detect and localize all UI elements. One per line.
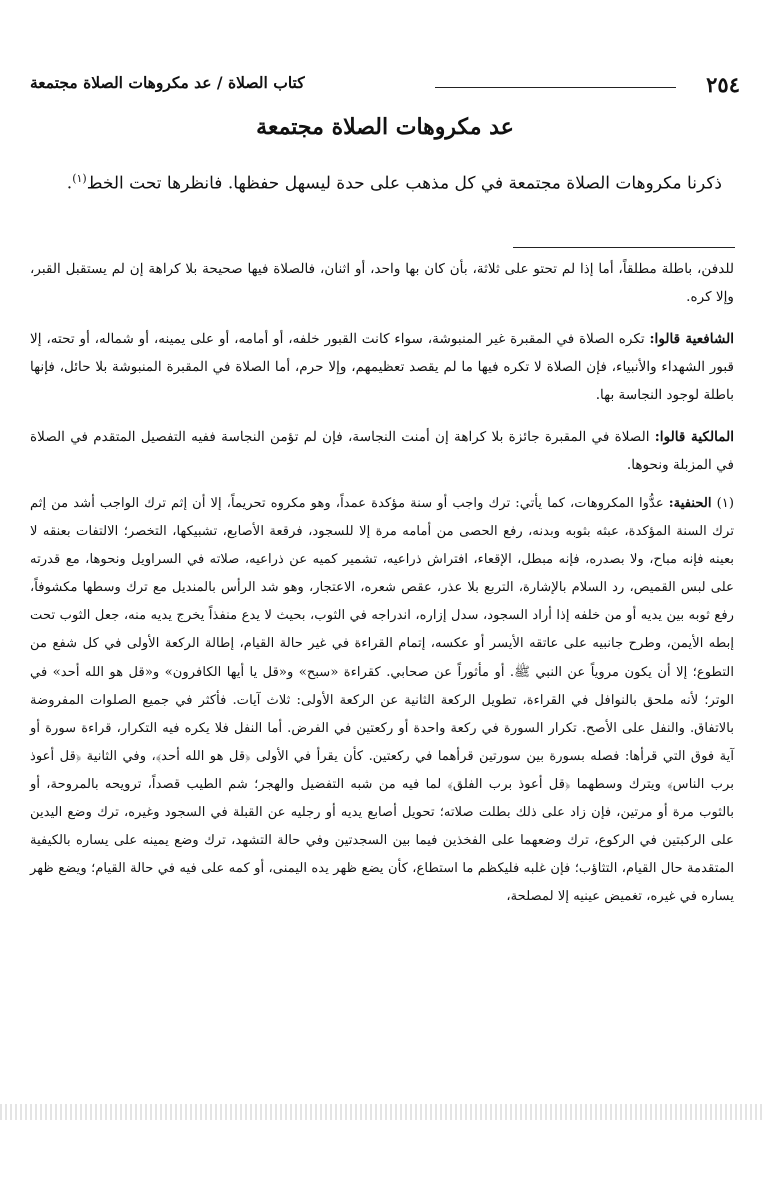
intro-end: . bbox=[66, 173, 73, 194]
maliki-text: الصلاة في المقبرة جائزة بلا كراهة إن أمنت النجاسة، فإن لم تؤمن النجاسة ففيه التفصيل المتقدم في الصلاة في المزبلة ونحوها. bbox=[30, 429, 734, 473]
hanafi-text: عدُّوا المكروهات، كما يأتي: ترك واجب أو سنة مؤكدة عمداً، وهو مكروه تحريماً، إلا أن إثم ترك الواجب أشد من إثم ترك السنة المؤكدة، عبثه بثوبه وبدنه، رفع الحصى من أمامه مرة إلا للسجود، فرقعة الأصابع، تشبيكها، التخصر؛ الالتفات بعنقه لا بعينه فإنه مباح، ولا بصدره، فإنه مبطل، الإقعاء، افتراش ذراعيه، تشمير كميه عن ذراعيه، صلاته في السراويل ونحوها، مع قدرته على لبس القميص، رد السلام بالإشارة، التربع بلا عذر، عقص شعره، الاعتجار، وهو شد الرأس بالمنديل مع ترك وسطها مكشوفاً، رفع ثوبه بين يديه أو من خلفه إذا أراد السجود، سدل إزاره، اندراجه في الثوب، بحيث لا يدع منفذاً يخرج يديه منه، جعل الثوب تحت إبطه الأيمن، وطرح جانبيه على عاتقه الأيسر أو عكسه، إتمام القراءة في غير حالة القيام، إطالة الركعة الأولى في كل شفع من التطوع؛ إلا أن يكون مروياً عن النبي ﷺ. أو مأثوراً عن صحابي. كقراءة «سبح» و«قل يا أيها الكافرون» و«قل هو الله أحد» في الوتر؛ لأنه ملحق بالنوافل في القراءة، تطويل الركعة الثانية عن الركعة الأولى: ثلاث آيات. فأكثر في جميع الصلوات المفروضة بالاتفاق. والنفل على الأصح. تكرار السورة في ركعة واحدة أو ركعتين في الفرض. أما النفل فلا يكره فيه التكرار، قراءة سورة أو آية فوق التي قرأها: فصله بسورة بين سورتين قرأهما في ركعتين. كأن يقرأ في الأولى ﴿قل هو الله أحد﴾، وفي الثانية ﴿قل أعوذ برب الناس﴾ ويترك وسطهما ﴿قل أعوذ برب الفلق﴾ لما فيه من شبه التفضيل والهجر؛ شم الطيب قصداً، ترويحه بالمروحة، أو بالثوب مرة أو مرتين، فإن زاد على ذلك بطلت صلاته؛ تحويل أصابع يديه أو رجليه عن القبلة في السجود وغيره، ترك وضع اليدين على الركبتين في الركوع، ترك وضعهما على الفخذين فيما بين السجدتين وفي حالة التشهد، ترك وضع يمينه على يساره بالكيفية المتقدمة حال القيام، التثاؤب؛ فإن غلبه فليكظم ما استطاع، كأن يضع ظهر يده اليمنى، أو كمه على فيه في حالة القيام؛ ويضع ظهر يساره في غيره، تغميض عينيه إلا لمصلحة، bbox=[30, 496, 735, 905]
page-number: ٢٥٤ bbox=[706, 72, 740, 97]
intro-text: ذكرنا مكروهات الصلاة مجتمعة في كل مذهب على حدة ليسهل حفظها. فانظرها تحت الخط bbox=[86, 173, 722, 194]
shafii-footnote bbox=[30, 326, 734, 409]
footnote-marker: (١) bbox=[716, 496, 734, 511]
hanafi-label: الحنفية: bbox=[668, 496, 712, 511]
maliki-label: المالكية قالوا: bbox=[654, 429, 735, 445]
running-header bbox=[30, 72, 740, 98]
hanafi-footnote bbox=[30, 490, 734, 911]
maliki-footnote bbox=[30, 424, 734, 480]
intro-paragraph bbox=[40, 162, 722, 201]
intro-footnote-ref: (١) bbox=[72, 172, 87, 185]
section-title: عد مكروهات الصلاة مجتمعة bbox=[256, 114, 514, 140]
continuation-text: للدفن، باطلة مطلقاً، أما إذا لم تحتو على ثلاثة، بأن كان بها واحد، أو اثنان، فالصلاة فيها صحيحة بلا كراهة إن لم يستقبل القبر، وإلا كره. bbox=[30, 261, 734, 305]
page-bottom-edge bbox=[0, 1104, 765, 1120]
shafii-text: تكره الصلاة في المقبرة غير المنبوشة، سواء كانت القبور خلفه، أو أمامه، أو على يمينه، أو شماله، أو تحته، إلا قبور الشهداء والأنبياء، فإن الصلاة لا تكره فيها ما لم يقصد تعظيمهم، وإلا حرم، أما الصلاة في المقبرة المنبوشة بلا حائل، فإنها باطلة لوجود النجاسة بها. bbox=[30, 331, 734, 403]
continuation-footnote bbox=[30, 256, 734, 312]
shafii-label: الشافعية قالوا: bbox=[649, 331, 734, 347]
header-rule bbox=[435, 87, 676, 88]
running-title: كتاب الصلاة / عد مكروهات الصلاة مجتمعة bbox=[30, 73, 305, 92]
footnote-separator bbox=[513, 247, 735, 248]
